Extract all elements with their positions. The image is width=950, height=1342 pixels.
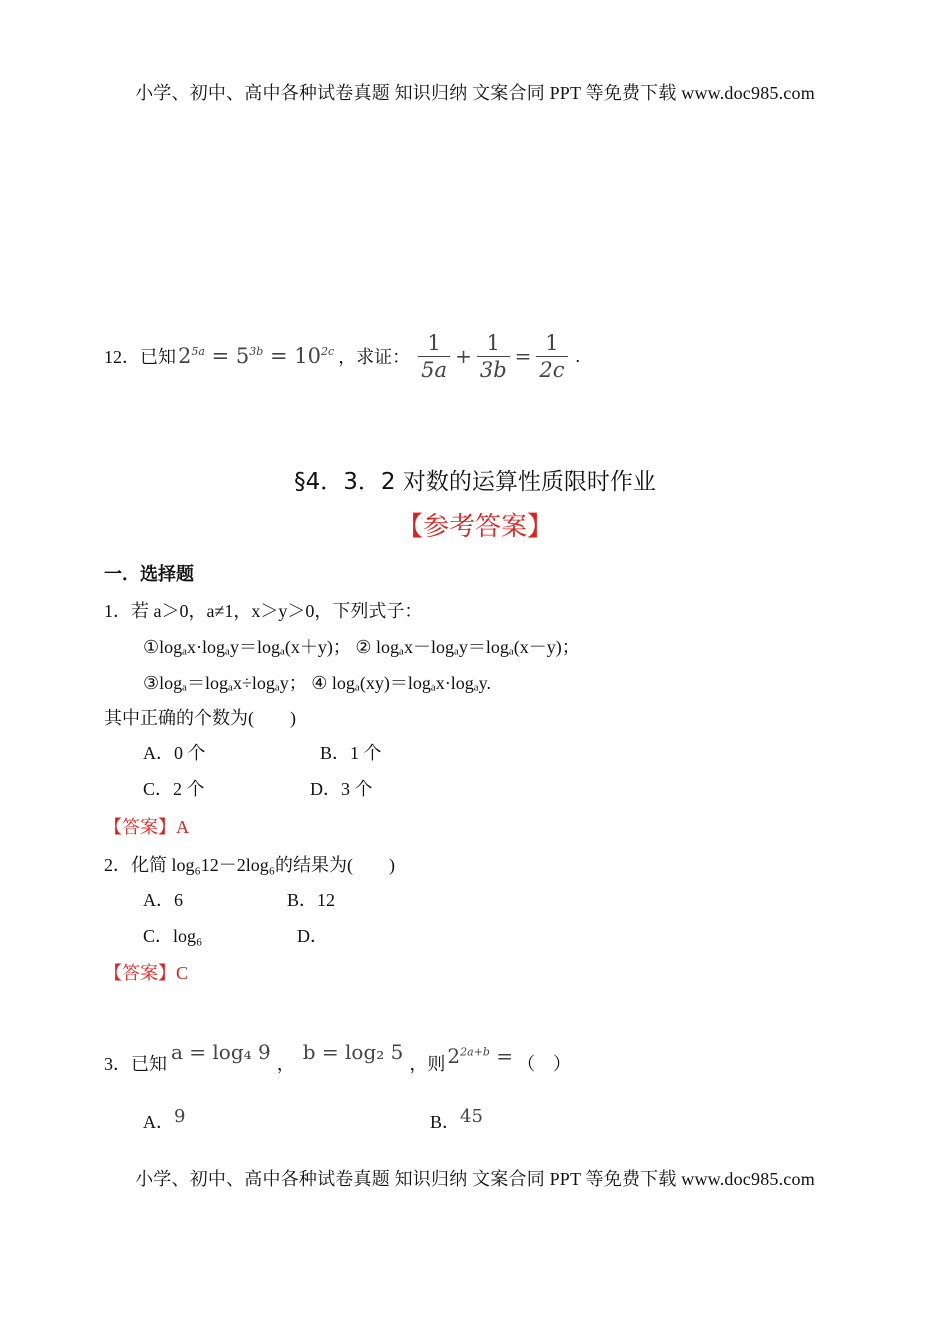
q3-b-expression: b = log₂ 5 [302,1040,404,1064]
fraction-1-over-2c: $\frac{1}{2c}$ [536,330,567,383]
fraction-1-over-3b: $\frac{1}{3b}$ [477,330,510,383]
page-footer: 小学、初中、高中各种试卷真题 知识归纳 文案合同 PPT 等免费下载 www.doc985.com [135,1169,815,1189]
q1-option-a: A．0 个 [143,743,206,763]
q1-option-d: D．3 个 [310,779,373,799]
q3-blank: （ ） [517,1054,572,1074]
q1-statement-row-2: ③logₐ＝logₐx÷logₐy； ④ logₐ(xy)＝logₐx·logₐy. [143,673,492,693]
page-header: 小学、初中、高中各种试卷真题 知识归纳 文案合同 PPT 等免费下载 www.doc985.com [135,83,815,103]
q2-option-c: C．log₆ [143,926,203,946]
q1-option-c: C．2 个 [143,779,205,799]
q12-equation: $2^{5a} = 5^{3b} = 10^{2c}$ [178,344,335,368]
q1-option-b: B．1 个 [320,743,382,763]
q12-prove-label: ，求证： [338,347,411,367]
q3-number: 3．已知 [104,1054,167,1074]
q3-a-expression: a = log₄ 9 [171,1040,271,1064]
q1-question-tail: 其中正确的个数为( ) [104,708,296,728]
question-3: 3．已知 a = log₄ 9 ， b = log₂ 5 ，则 $2^{2a+b}$ = （ ） [104,1040,572,1074]
q1-statement-row-1: ①logₐx·logₐy＝logₐ(x＋y)； ② logₐx－logₐy＝logₐ(x－y)； [143,637,580,657]
q3-option-b: B．45 [430,1106,483,1132]
q1-answer: 【答案】A [104,817,189,837]
q12-number: 12．已知 [104,347,176,367]
q2-stem: 2．化简 log₆12－2log₆的结果为( ) [104,855,396,875]
reference-answer-title: 【参考答案】 [396,512,553,542]
q12-fraction-identity: $\frac{1}{5a}$ + $\frac{1}{3b}$ = $\frac{1}{2c}$ [416,330,569,383]
q2-option-d: D． [297,926,328,946]
q2-option-b: B．12 [287,890,336,910]
fraction-1-over-5a: $\frac{1}{5a}$ [418,330,450,383]
q2-option-a: A．6 [143,890,183,910]
q3-option-a: A．9 [143,1106,186,1132]
section-title: §4．3．2 对数的运算性质限时作业 [294,469,656,495]
q3-power-expression: $2^{2a+b}$ = [447,1044,514,1068]
q1-stem: 1．若 a＞0，a≠1，x＞y＞0，下列式子： [104,601,423,621]
section-choice-questions: 一．选择题 [104,564,194,585]
q2-answer: 【答案】C [104,963,189,983]
question-12: 12．已知 $2^{5a} = 5^{3b} = 10^{2c}$ ，求证： $\frac{1}{5a}$ + $\frac{1}{3b}$ = $\frac{1}{2c}$ . [104,330,581,382]
